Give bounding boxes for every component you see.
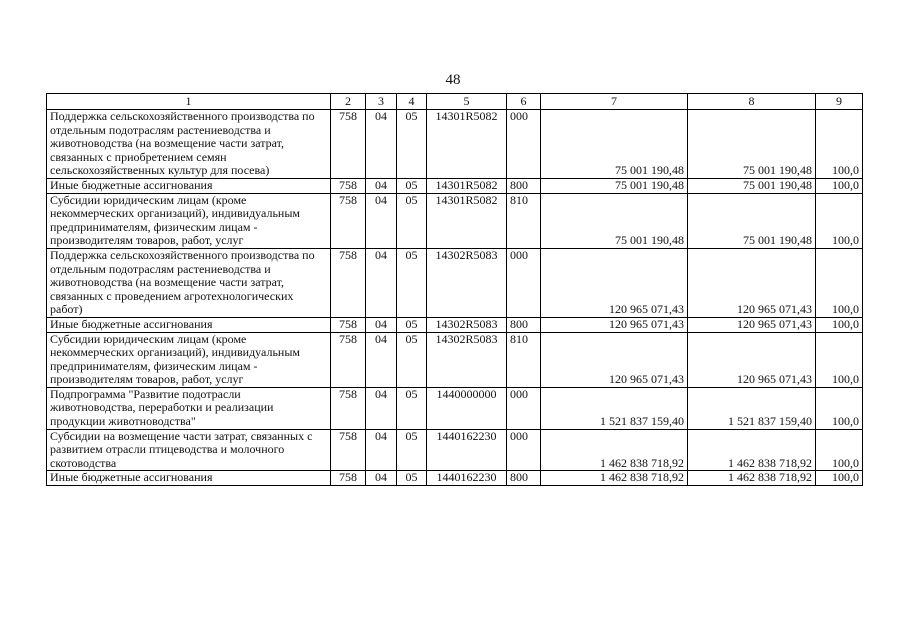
row-percent: 100,0 xyxy=(816,317,863,332)
column-header: 3 xyxy=(366,94,397,110)
row-plan-amount: 75 001 190,48 xyxy=(541,178,688,193)
row-section: 04 xyxy=(366,471,397,486)
row-subsection: 05 xyxy=(397,471,427,486)
row-plan-amount: 120 965 071,43 xyxy=(541,332,688,387)
row-actual-amount: 75 001 190,48 xyxy=(688,178,816,193)
row-target-article: 14301R5082 xyxy=(427,193,507,248)
row-subsection: 05 xyxy=(397,429,427,471)
row-name: Субсидии на возмещение части затрат, связанных с развитием отрасли птицеводства и молочного скотоводства xyxy=(47,429,331,471)
row-target-article: 14302R5083 xyxy=(427,248,507,317)
column-header: 1 xyxy=(47,94,331,110)
row-grbs: 758 xyxy=(331,248,366,317)
row-section: 04 xyxy=(366,332,397,387)
row-target-article: 1440162230 xyxy=(427,471,507,486)
row-name: Субсидии юридическим лицам (кроме некоммерческих организаций), индивидуальным предпринимателям, физическим лицам - производителям товаров, работ, услуг xyxy=(47,332,331,387)
row-name: Иные бюджетные ассигнования xyxy=(47,471,331,486)
row-percent: 100,0 xyxy=(816,387,863,429)
row-grbs: 758 xyxy=(331,110,366,179)
row-plan-amount: 1 462 838 718,92 xyxy=(541,429,688,471)
row-actual-amount: 75 001 190,48 xyxy=(688,193,816,248)
row-expense-type: 000 xyxy=(507,110,541,179)
row-section: 04 xyxy=(366,193,397,248)
table-row xyxy=(47,429,863,471)
row-percent: 100,0 xyxy=(816,332,863,387)
row-plan-amount: 75 001 190,48 xyxy=(541,193,688,248)
row-actual-amount: 120 965 071,43 xyxy=(688,248,816,317)
row-grbs: 758 xyxy=(331,387,366,429)
column-header: 8 xyxy=(688,94,816,110)
row-expense-type: 800 xyxy=(507,317,541,332)
table-row xyxy=(47,110,863,179)
row-subsection: 05 xyxy=(397,317,427,332)
row-actual-amount: 1 521 837 159,40 xyxy=(688,387,816,429)
row-subsection: 05 xyxy=(397,387,427,429)
row-plan-amount: 120 965 071,43 xyxy=(541,317,688,332)
row-name: Иные бюджетные ассигнования xyxy=(47,317,331,332)
row-target-article: 14302R5083 xyxy=(427,332,507,387)
row-name: Субсидии юридическим лицам (кроме некоммерческих организаций), индивидуальным предпринимателям, физическим лицам - производителям товаров, работ, услуг xyxy=(47,193,331,248)
row-grbs: 758 xyxy=(331,317,366,332)
table-row xyxy=(47,178,863,193)
table-row xyxy=(47,332,863,387)
table-row xyxy=(47,248,863,317)
header-row xyxy=(47,94,863,110)
row-grbs: 758 xyxy=(331,178,366,193)
row-target-article: 14301R5082 xyxy=(427,178,507,193)
row-percent: 100,0 xyxy=(816,193,863,248)
row-percent: 100,0 xyxy=(816,178,863,193)
row-actual-amount: 1 462 838 718,92 xyxy=(688,429,816,471)
row-section: 04 xyxy=(366,317,397,332)
table-row xyxy=(47,193,863,248)
row-section: 04 xyxy=(366,248,397,317)
column-header: 4 xyxy=(397,94,427,110)
row-target-article: 1440000000 xyxy=(427,387,507,429)
row-name: Иные бюджетные ассигнования xyxy=(47,178,331,193)
row-section: 04 xyxy=(366,387,397,429)
row-actual-amount: 120 965 071,43 xyxy=(688,332,816,387)
row-actual-amount: 75 001 190,48 xyxy=(688,110,816,179)
row-expense-type: 810 xyxy=(507,193,541,248)
row-actual-amount: 120 965 071,43 xyxy=(688,317,816,332)
row-expense-type: 000 xyxy=(507,387,541,429)
table-row xyxy=(47,471,863,486)
row-percent: 100,0 xyxy=(816,110,863,179)
row-expense-type: 000 xyxy=(507,429,541,471)
row-subsection: 05 xyxy=(397,110,427,179)
row-percent: 100,0 xyxy=(816,471,863,486)
column-header: 7 xyxy=(541,94,688,110)
row-section: 04 xyxy=(366,110,397,179)
row-grbs: 758 xyxy=(331,471,366,486)
budget-table xyxy=(46,93,863,486)
row-subsection: 05 xyxy=(397,193,427,248)
row-target-article: 1440162230 xyxy=(427,429,507,471)
row-plan-amount: 1 462 838 718,92 xyxy=(541,471,688,486)
column-header: 5 xyxy=(427,94,507,110)
row-grbs: 758 xyxy=(331,429,366,471)
row-expense-type: 810 xyxy=(507,332,541,387)
row-subsection: 05 xyxy=(397,332,427,387)
row-target-article: 14302R5083 xyxy=(427,317,507,332)
row-grbs: 758 xyxy=(331,193,366,248)
row-subsection: 05 xyxy=(397,178,427,193)
page-number: 48 xyxy=(445,72,461,88)
table-row xyxy=(47,387,863,429)
row-section: 04 xyxy=(366,178,397,193)
row-target-article: 14301R5082 xyxy=(427,110,507,179)
column-header: 2 xyxy=(331,94,366,110)
row-section: 04 xyxy=(366,429,397,471)
row-name: Подпрограмма "Развитие подотрасли животноводства, переработки и реализации продукции животноводства" xyxy=(47,387,331,429)
row-plan-amount: 120 965 071,43 xyxy=(541,248,688,317)
table-row xyxy=(47,317,863,332)
row-expense-type: 800 xyxy=(507,471,541,486)
row-expense-type: 000 xyxy=(507,248,541,317)
row-name: Поддержка сельскохозяйственного производства по отдельным подотраслям растениеводства и животноводства (на возмещение части затрат, связанных с приобретением семян сельскохозяйственных культур для посева) xyxy=(47,110,331,179)
row-plan-amount: 75 001 190,48 xyxy=(541,110,688,179)
row-subsection: 05 xyxy=(397,248,427,317)
row-percent: 100,0 xyxy=(816,248,863,317)
row-plan-amount: 1 521 837 159,40 xyxy=(541,387,688,429)
row-actual-amount: 1 462 838 718,92 xyxy=(688,471,816,486)
row-percent: 100,0 xyxy=(816,429,863,471)
column-header: 6 xyxy=(507,94,541,110)
row-expense-type: 800 xyxy=(507,178,541,193)
row-name: Поддержка сельскохозяйственного производства по отдельным подотраслям растениеводства и животноводства (на возмещение части затрат, связанных с проведением агротехнологических работ) xyxy=(47,248,331,317)
column-header: 9 xyxy=(816,94,863,110)
row-grbs: 758 xyxy=(331,332,366,387)
